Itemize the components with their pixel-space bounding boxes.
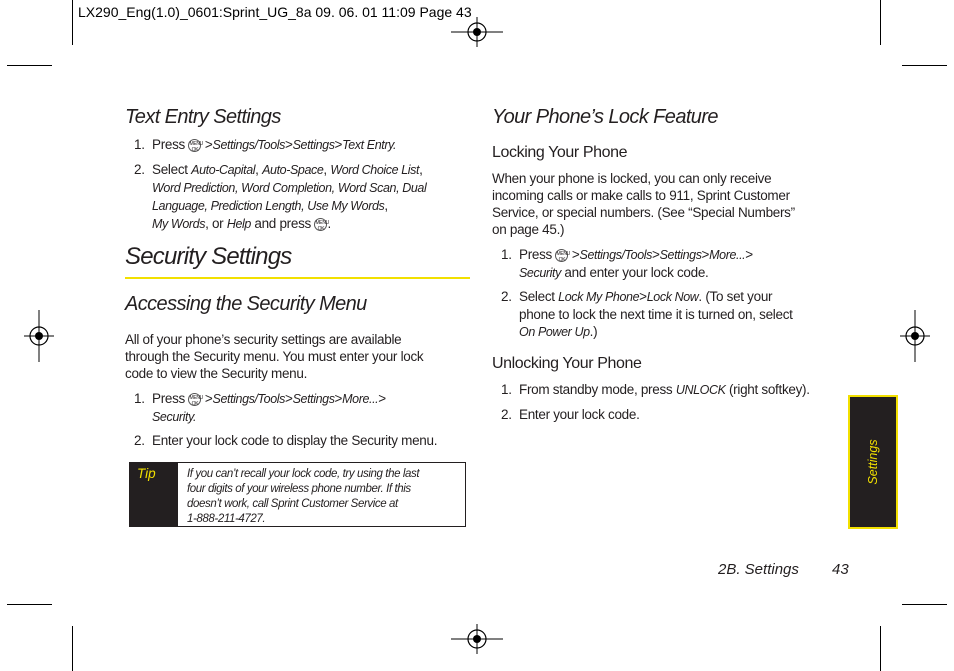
text-entry-step-2: 2. Select Auto-Capital, Auto-Space, Word Choice List, Word Prediction, Word Completion, Word Scan, Dual Language, Prediction Length, Use My Words, My Words, or Help and press MENU OK .	[134, 162, 427, 232]
settings-side-tab: Settings	[848, 395, 898, 529]
menu-ok-key-icon: MENU OK	[189, 140, 203, 153]
unlocking-step-2: 2. Enter your lock code.	[501, 407, 640, 422]
menu-ok-key-icon: MENU OK	[189, 394, 203, 407]
registration-mark-right-icon	[900, 310, 930, 362]
security-intro-paragraph: All of your phone’s security settings are available through the Security menu. You must enter your lock code to view the Security menu.	[125, 332, 424, 381]
accessing-security-menu-heading: Accessing the Security Menu	[125, 293, 367, 315]
tip-label-block: Tip	[130, 463, 178, 526]
unlocking-step-1: 1. From standby mode, press UNLOCK (right softkey).	[501, 382, 810, 397]
security-step-1: 1. Press MENU OK >Settings/Tools>Settings>More...> Security.	[134, 391, 386, 424]
title-rule	[125, 277, 470, 279]
registration-mark-top-icon	[451, 17, 503, 47]
menu-ok-key-icon: MENU OK	[315, 219, 329, 232]
locking-step-1: 1. Press MENU OK >Settings/Tools>Settings>More...> Security and enter your lock code.	[501, 247, 753, 280]
tip-text: If you can’t recall your lock code, try using the last four digits of your wireless phone number. If this doesn’t work, call Sprint Customer Service at 1-888-211-4727.	[187, 468, 420, 525]
footer-section: 2B. Settings	[718, 561, 799, 578]
lock-feature-heading: Your Phone’s Lock Feature	[492, 106, 718, 128]
text-entry-settings-heading: Text Entry Settings	[125, 106, 281, 128]
page-number: 43	[832, 561, 849, 578]
menu-ok-key-icon: MENU OK	[556, 250, 570, 263]
unlocking-your-phone-heading: Unlocking Your Phone	[492, 355, 642, 372]
security-step-2: 2. Enter your lock code to display the Security menu.	[134, 433, 438, 448]
tip-box	[129, 462, 466, 527]
print-header: LX290_Eng(1.0)_0601:Sprint_UG_8a 09. 06. 01 11:09 Page 43	[78, 4, 472, 20]
locking-step-2: 2. Select Lock My Phone>Lock Now. (To set your phone to lock the next time it is turned on, select On Power Up.)	[501, 289, 793, 339]
locking-your-phone-heading: Locking Your Phone	[492, 144, 628, 161]
registration-mark-left-icon	[24, 310, 54, 362]
registration-mark-bottom-icon	[451, 624, 503, 654]
locking-paragraph: When your phone is locked, you can only receive incoming calls or make calls to 911, Sprint Customer Service, or special numbers. (See “Special Numbers” on page 45.)	[492, 171, 795, 237]
text-entry-step-1: 1. Press MENU OK >Settings/Tools>Settings>Text Entry.	[134, 137, 397, 153]
security-settings-title: Security Settings	[125, 243, 292, 270]
